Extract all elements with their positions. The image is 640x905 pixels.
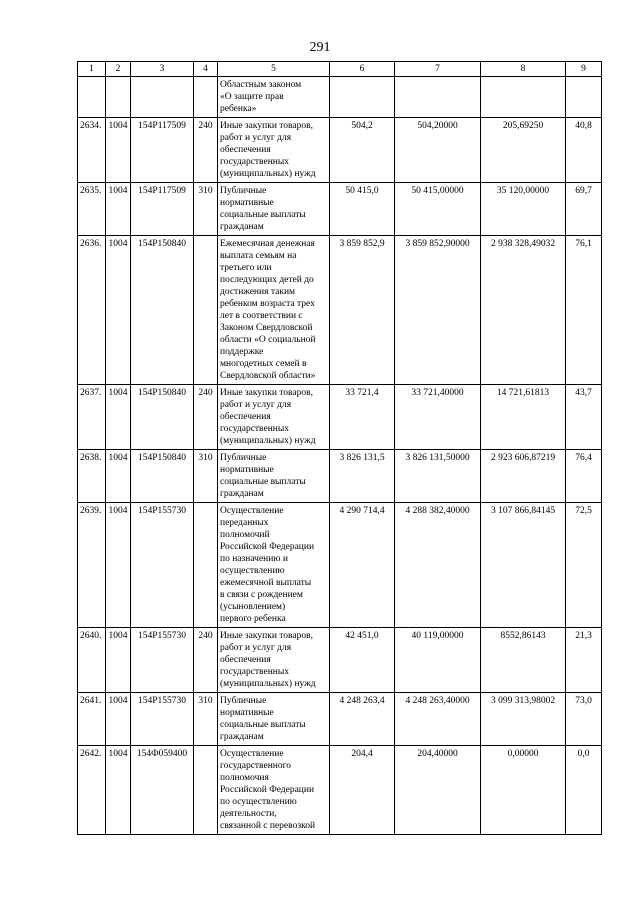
description-cell xyxy=(218,503,330,628)
table-row xyxy=(78,628,602,693)
description-line: (муниципальных) нужд xyxy=(220,169,316,179)
section-code-cell: 1004 xyxy=(106,450,131,503)
executed-amount-cell: 35 120,00000 xyxy=(481,183,566,236)
expense-type-cell: 240 xyxy=(194,385,218,450)
planned-amount-cell: 4 248 263,4 xyxy=(330,693,395,746)
row-number-cell: 2636. xyxy=(78,236,106,385)
planned-amount-cell: 4 290 714,4 xyxy=(330,503,395,628)
description-line: ребенком возраста трех xyxy=(220,299,315,309)
table-row xyxy=(78,385,602,450)
target-article-cell: 154Р117509 xyxy=(131,118,194,183)
revised-amount-cell: 3 826 131,50000 xyxy=(395,450,481,503)
section-code-cell: 1004 xyxy=(106,183,131,236)
planned-amount-cell: 3 859 852,9 xyxy=(330,236,395,385)
row-number-cell: 2637. xyxy=(78,385,106,450)
description-line: государственных xyxy=(220,157,290,167)
expense-type-cell xyxy=(194,236,218,385)
planned-amount-cell: 50 415,0 xyxy=(330,183,395,236)
target-article-cell: 154Ф059400 xyxy=(131,746,194,835)
execution-percent-cell: 73,0 xyxy=(566,693,602,746)
target-article-cell: 154Р150840 xyxy=(131,385,194,450)
column-header: 1 xyxy=(78,62,106,77)
section-code-cell: 1004 xyxy=(106,503,131,628)
column-number-row xyxy=(78,62,602,77)
description-line: социальные выплаты xyxy=(220,720,306,730)
description-cell xyxy=(218,746,330,835)
description-line: Публичные xyxy=(220,696,267,706)
table-row xyxy=(78,236,602,385)
description-line: третьего или xyxy=(220,263,272,273)
row-number-cell: 2640. xyxy=(78,628,106,693)
description-line: Иные закупки товаров, xyxy=(220,388,313,398)
execution-percent-cell: 69,7 xyxy=(566,183,602,236)
description-line: (усыновлением) xyxy=(220,602,286,612)
description-line: последующих детей до xyxy=(220,275,314,285)
description-line: ежемесячной выплаты xyxy=(220,578,312,588)
description-line: государственных xyxy=(220,667,290,677)
description-cell xyxy=(218,77,330,118)
column-header: 8 xyxy=(481,62,566,77)
table-row xyxy=(78,503,602,628)
revised-amount-cell: 4 288 382,40000 xyxy=(395,503,481,628)
description-line: поддержке xyxy=(220,347,264,357)
row-number-cell: 2641. xyxy=(78,693,106,746)
executed-amount-cell: 0,00000 xyxy=(481,746,566,835)
expense-type-cell xyxy=(194,746,218,835)
column-header: 5 xyxy=(218,62,330,77)
column-header: 4 xyxy=(194,62,218,77)
execution-percent-cell: 40,8 xyxy=(566,118,602,183)
column-header: 7 xyxy=(395,62,481,77)
description-line: в связи с рождением xyxy=(220,590,303,600)
table-body xyxy=(78,62,602,835)
expense-type-cell: 310 xyxy=(194,450,218,503)
description-line: обеспечения xyxy=(220,412,271,422)
page-number: 291 xyxy=(309,40,331,55)
description-line: Осуществление xyxy=(220,749,284,759)
description-cell xyxy=(218,385,330,450)
description-cell xyxy=(218,236,330,385)
description-line: по осуществлению xyxy=(220,797,297,807)
description-line: нормативные xyxy=(220,708,274,718)
description-line: ребенка» xyxy=(220,104,257,114)
expense-type-cell: 240 xyxy=(194,118,218,183)
expense-type-cell: 310 xyxy=(194,693,218,746)
expense-type-cell: 310 xyxy=(194,183,218,236)
description-line: Ежемесячная денежная xyxy=(220,239,315,249)
execution-percent-cell: 43,7 xyxy=(566,385,602,450)
description-line: осуществлению xyxy=(220,566,285,576)
description-line: Осуществление xyxy=(220,506,284,516)
column-header: 2 xyxy=(106,62,131,77)
executed-amount-cell: 3 099 313,98002 xyxy=(481,693,566,746)
description-line: связанной с перевозкой xyxy=(220,821,316,831)
execution-percent-cell: 76,1 xyxy=(566,236,602,385)
description-line: работ и услуг для xyxy=(220,643,292,653)
description-line: нормативные xyxy=(220,198,274,208)
description-line: гражданам xyxy=(220,222,264,232)
executed-amount-cell: 14 721,61813 xyxy=(481,385,566,450)
description-line: работ и услуг для xyxy=(220,133,292,143)
description-line: работ и услуг для xyxy=(220,400,292,410)
target-article-cell: 154Р150840 xyxy=(131,450,194,503)
description-line: переданных xyxy=(220,518,269,528)
description-line: полномочий xyxy=(220,530,270,540)
description-line: Публичные xyxy=(220,186,267,196)
description-line: социальные выплаты xyxy=(220,477,306,487)
executed-amount-cell: 2 938 328,49032 xyxy=(481,236,566,385)
section-code-cell: 1004 xyxy=(106,628,131,693)
execution-percent-cell: 72,5 xyxy=(566,503,602,628)
description-line: (муниципальных) нужд xyxy=(220,436,316,446)
description-line: Законом Свердловской xyxy=(220,323,313,333)
target-article-cell: 154Р155730 xyxy=(131,628,194,693)
row-number-cell: 2639. xyxy=(78,503,106,628)
description-line: государственных xyxy=(220,424,290,434)
execution-percent-cell: 21,3 xyxy=(566,628,602,693)
row-number-cell: 2634. xyxy=(78,118,106,183)
description-line: обеспечения xyxy=(220,145,271,155)
description-line: достижения таким xyxy=(220,287,296,297)
executed-amount-cell: 205,69250 xyxy=(481,118,566,183)
description-line: «О защите прав xyxy=(220,92,284,102)
description-cell xyxy=(218,628,330,693)
description-line: Публичные xyxy=(220,453,267,463)
executed-amount-cell: 8552,86143 xyxy=(481,628,566,693)
table-row xyxy=(78,693,602,746)
section-code-cell: 1004 xyxy=(106,693,131,746)
description-line: многодетных семей в xyxy=(220,359,307,369)
description-line: первого ребенка xyxy=(220,614,286,624)
description-line: полномочия xyxy=(220,773,269,783)
description-cell xyxy=(218,183,330,236)
table-row xyxy=(78,450,602,503)
column-header: 3 xyxy=(131,62,194,77)
executed-amount-cell: 2 923 606,87219 xyxy=(481,450,566,503)
revised-amount-cell: 204,40000 xyxy=(395,746,481,835)
revised-amount-cell: 50 415,00000 xyxy=(395,183,481,236)
description-cell xyxy=(218,118,330,183)
expense-type-cell xyxy=(194,503,218,628)
execution-percent-cell: 76,4 xyxy=(566,450,602,503)
row-number-cell: 2638. xyxy=(78,450,106,503)
executed-amount-cell: 3 107 866,84145 xyxy=(481,503,566,628)
row-number-cell: 2642. xyxy=(78,746,106,835)
target-article-cell: 154Р155730 xyxy=(131,693,194,746)
row-number-cell: 2635. xyxy=(78,183,106,236)
planned-amount-cell: 42 451,0 xyxy=(330,628,395,693)
description-line: гражданам xyxy=(220,489,264,499)
description-line: нормативные xyxy=(220,465,274,475)
revised-amount-cell: 40 119,00000 xyxy=(395,628,481,693)
description-line: Иные закупки товаров, xyxy=(220,631,313,641)
planned-amount-cell: 204,4 xyxy=(330,746,395,835)
description-line: обеспечения xyxy=(220,655,271,665)
section-code-cell: 1004 xyxy=(106,746,131,835)
target-article-cell: 154Р150840 xyxy=(131,236,194,385)
budget-table xyxy=(77,61,602,835)
column-header: 9 xyxy=(566,62,602,77)
description-line: области «О социальной xyxy=(220,335,316,345)
revised-amount-cell: 33 721,40000 xyxy=(395,385,481,450)
planned-amount-cell: 3 826 131,5 xyxy=(330,450,395,503)
description-line: (муниципальных) нужд xyxy=(220,679,316,689)
column-header: 6 xyxy=(330,62,395,77)
description-cell xyxy=(218,693,330,746)
description-line: по назначению и xyxy=(220,554,288,564)
target-article-cell: 154Р117509 xyxy=(131,183,194,236)
section-code-cell: 1004 xyxy=(106,385,131,450)
description-cell xyxy=(218,450,330,503)
continuation-row xyxy=(78,77,602,118)
planned-amount-cell: 504,2 xyxy=(330,118,395,183)
target-article-cell: 154Р155730 xyxy=(131,503,194,628)
table-row xyxy=(78,183,602,236)
description-line: выплата семьям на xyxy=(220,251,297,261)
planned-amount-cell: 33 721,4 xyxy=(330,385,395,450)
section-code-cell: 1004 xyxy=(106,236,131,385)
expense-type-cell: 240 xyxy=(194,628,218,693)
revised-amount-cell: 504,20000 xyxy=(395,118,481,183)
section-code-cell: 1004 xyxy=(106,118,131,183)
revised-amount-cell: 3 859 852,90000 xyxy=(395,236,481,385)
description-line: государственного xyxy=(220,761,292,771)
execution-percent-cell: 0,0 xyxy=(566,746,602,835)
description-line: деятельности, xyxy=(220,809,277,819)
table-row xyxy=(78,118,602,183)
description-line: Иные закупки товаров, xyxy=(220,121,313,131)
description-line: гражданам xyxy=(220,732,264,742)
description-line: Свердловской области» xyxy=(220,371,316,381)
description-line: социальные выплаты xyxy=(220,210,306,220)
description-line: Российской Федерации xyxy=(220,542,315,552)
revised-amount-cell: 4 248 263,40000 xyxy=(395,693,481,746)
table-row xyxy=(78,746,602,835)
description-line: Российской Федерации xyxy=(220,785,315,795)
description-line: лет в соответствии с xyxy=(220,311,303,321)
description-line: Областным законом xyxy=(220,80,302,90)
